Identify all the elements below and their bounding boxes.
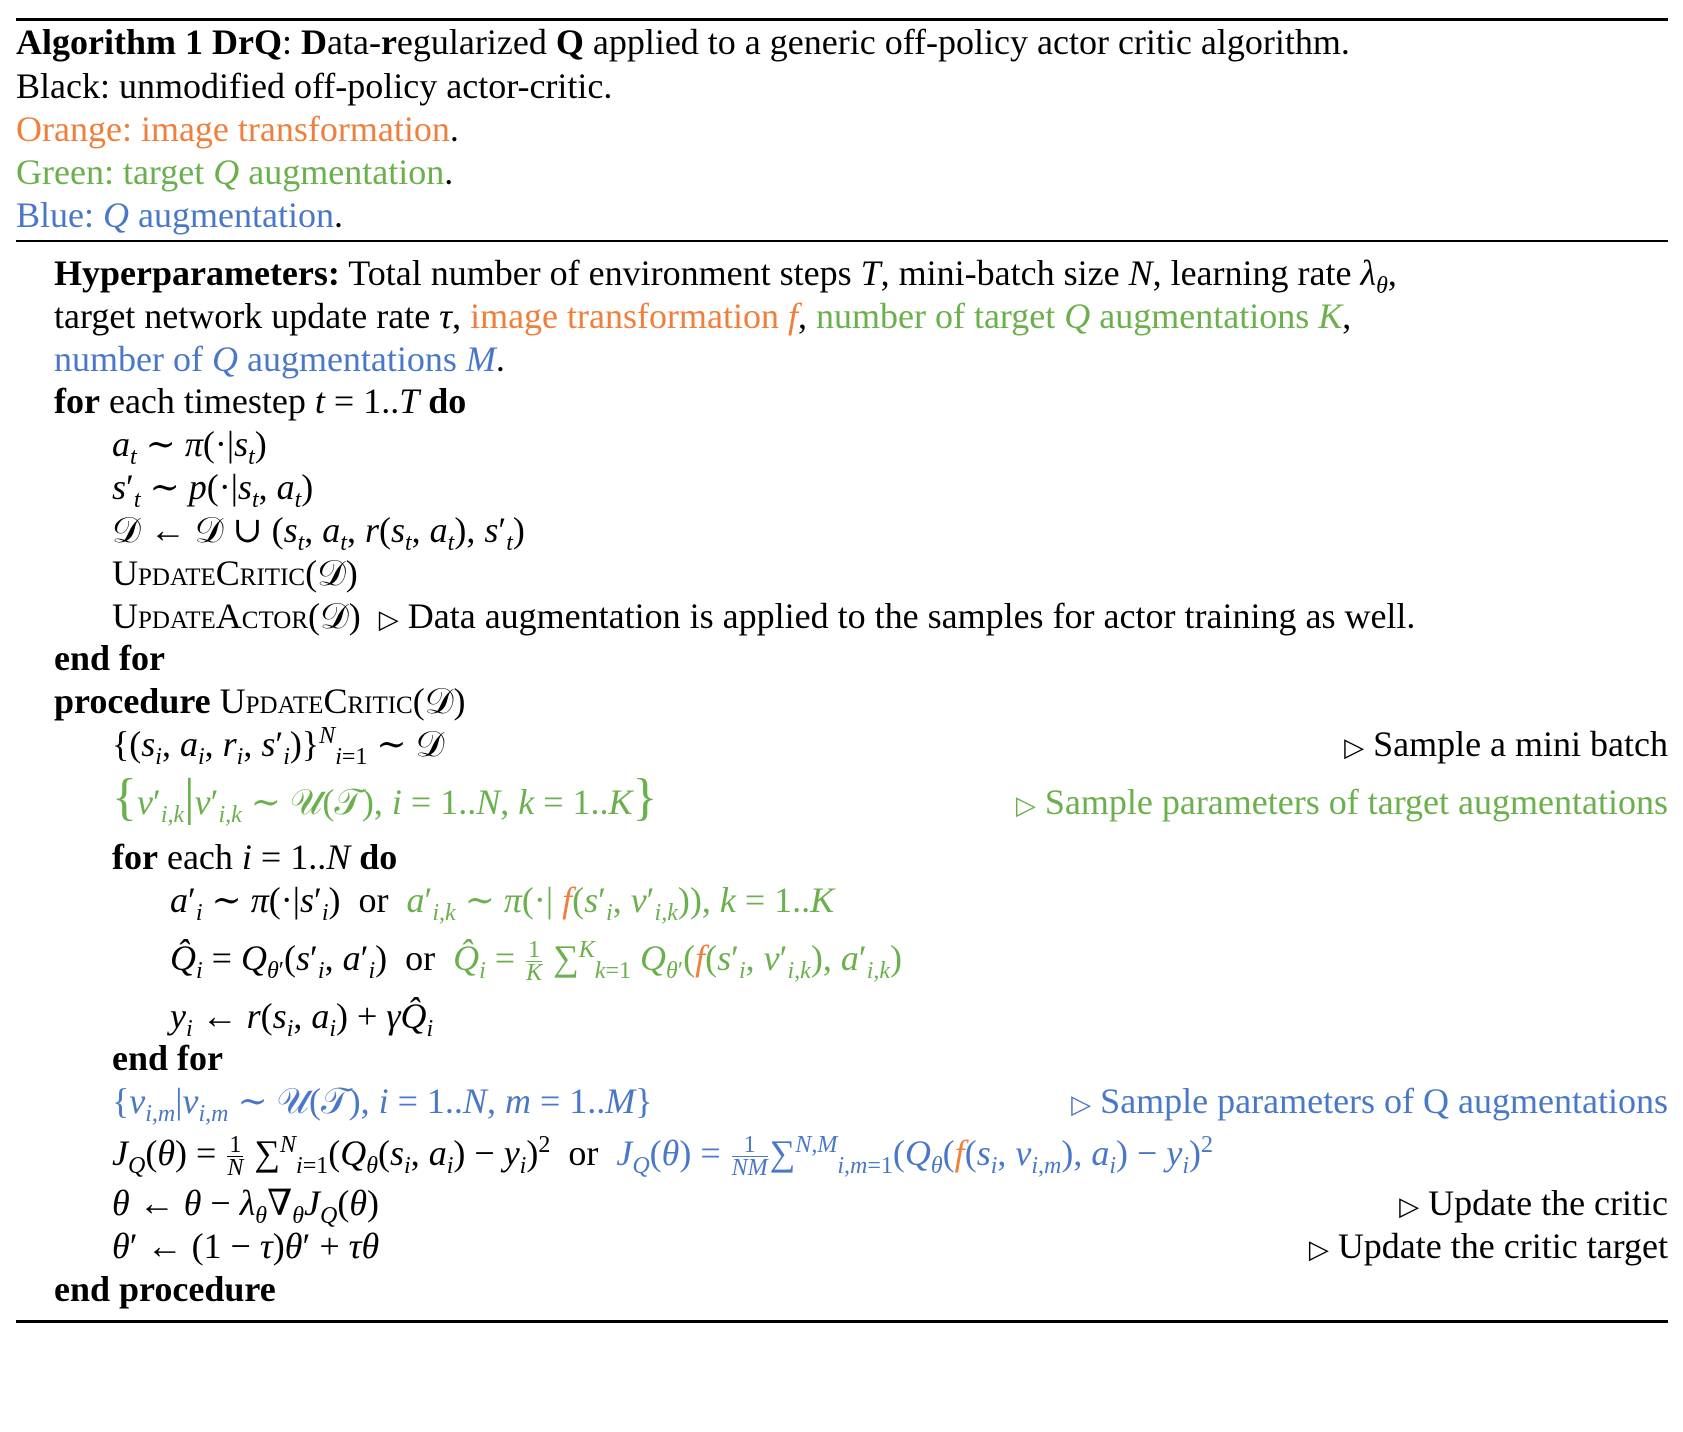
q-hat-line: $Q̂_i = Q_{\theta'}(s'_i$, $a'_i$) or $Q̂_i$ = $\frac{1}{K}$ ∑$^K_{k=1}$ $Q_{\theta'}(f(s'_i$, $\nu'_{i,k}$), $a'_{i,k}$) xyxy=(170,937,903,987)
caption-orange: Orange: image transformation. xyxy=(16,109,459,149)
caption-title: Algorithm 1 DrQ: Data-regularized Q applied to a generic off-policy actor critic algorithm. xyxy=(16,22,1350,62)
critic-loss-line: $J_Q(\theta)$ = $\frac{1}{N}$ $\sum^N_{i=1}(Q_\theta(s_i$, $a_i) - y_i)^2$ or $J_Q(\theta)$ = $\frac{1}{NM}$ $\sum^{N,M}_{i,m=1}(Q_\theta(f(s_i$, $\nu_{i,m}$), $a_i) - y_i)^2$ xyxy=(112,1132,1213,1182)
critic-update-line: θ ← $\theta - \lambda_\theta\nabla_\theta J_Q(\theta)$ xyxy=(112,1183,380,1230)
update-actor-call: UpdateActor(𝒟) ▷ Data augmentation is applied to the samples for actor training as well. xyxy=(112,596,1416,636)
bottom-rule xyxy=(16,1320,1668,1323)
q-aug-params: {$\nu_{i,m}|\nu_{i,m}$ ∼ 𝒰(𝒯), i = 1..N, m = 1..M} xyxy=(112,1081,653,1128)
target-aug-params: {$\nu'_{i,k}|\nu'_{i,k}$ ∼ 𝒰(𝒯), i = 1..N, k = 1..K} xyxy=(112,769,658,829)
target-aug-comment: ▷ Sample parameters of target augmentations xyxy=(1015,782,1668,822)
minibatch-sample: {($s_i$, $a_i$, $r_i$, $s'_i)\}^N_{i=1}$ ∼ 𝒟 xyxy=(112,723,445,771)
next-action-line: $a'_i$ ∼ $\pi(\cdot|s'_i)$ or $a'_{i,k}$ ∼ π(·| $f(s'_i$, $\nu'_{i,k}$)), k = 1..K xyxy=(170,880,835,927)
for-each-i: for each i = 1..N do xyxy=(112,837,398,877)
hyperparameters-line-1: Hyperparameters: Total number of environment steps T, mini-batch size N, learning rate $\lambda_\theta$, xyxy=(54,253,1397,300)
critic-update-comment: ▷ Update the critic xyxy=(1399,1183,1668,1223)
target-update-line: θ′ ← (1 − τ)θ′ + τθ xyxy=(112,1226,380,1266)
hyperparameters-line-2: target network update rate τ, image transformation f, number of target Q augmentations K, xyxy=(54,296,1352,336)
update-critic-call: UpdateCritic(𝒟) xyxy=(112,553,358,593)
minibatch-comment: ▷ Sample a mini batch xyxy=(1344,724,1668,764)
target-update-comment: ▷ Update the critic target xyxy=(1308,1226,1668,1266)
procedure-update-critic: procedure UpdateCritic(𝒟) xyxy=(54,681,466,721)
end-for-2: end for xyxy=(112,1038,223,1078)
caption-rule xyxy=(16,240,1668,242)
replay-append: 𝒟 ← 𝒟 ∪ ($s_t$, $a_t$, $r(s_t$, $a_t$), $s'_t$) xyxy=(112,510,525,557)
q-aug-comment: ▷ Sample parameters of Q augmentations xyxy=(1071,1081,1668,1121)
caption-black: Black: unmodified off-policy actor-critic. xyxy=(16,66,613,106)
end-for-1: end for xyxy=(54,638,165,678)
for-timestep: for each timestep t = 1..T do xyxy=(54,381,467,421)
caption-green: Green: target Q augmentation. xyxy=(16,152,454,192)
caption-blue: Blue: Q augmentation. xyxy=(16,195,343,235)
end-procedure: end procedure xyxy=(54,1269,276,1309)
target-y-line: $y_i$ ← $r(s_i$, $a_i$) + $\gamma Q̂_i$ xyxy=(170,996,434,1043)
next-state-sample: $s'_t$ ∼ $p(\cdot|s_t$, $a_t$) xyxy=(112,467,314,514)
action-sample: $a_t$ ∼ $\pi(\cdot|s_t)$ xyxy=(112,424,267,471)
hyperparameters-line-3: number of Q augmentations M. xyxy=(54,339,505,379)
